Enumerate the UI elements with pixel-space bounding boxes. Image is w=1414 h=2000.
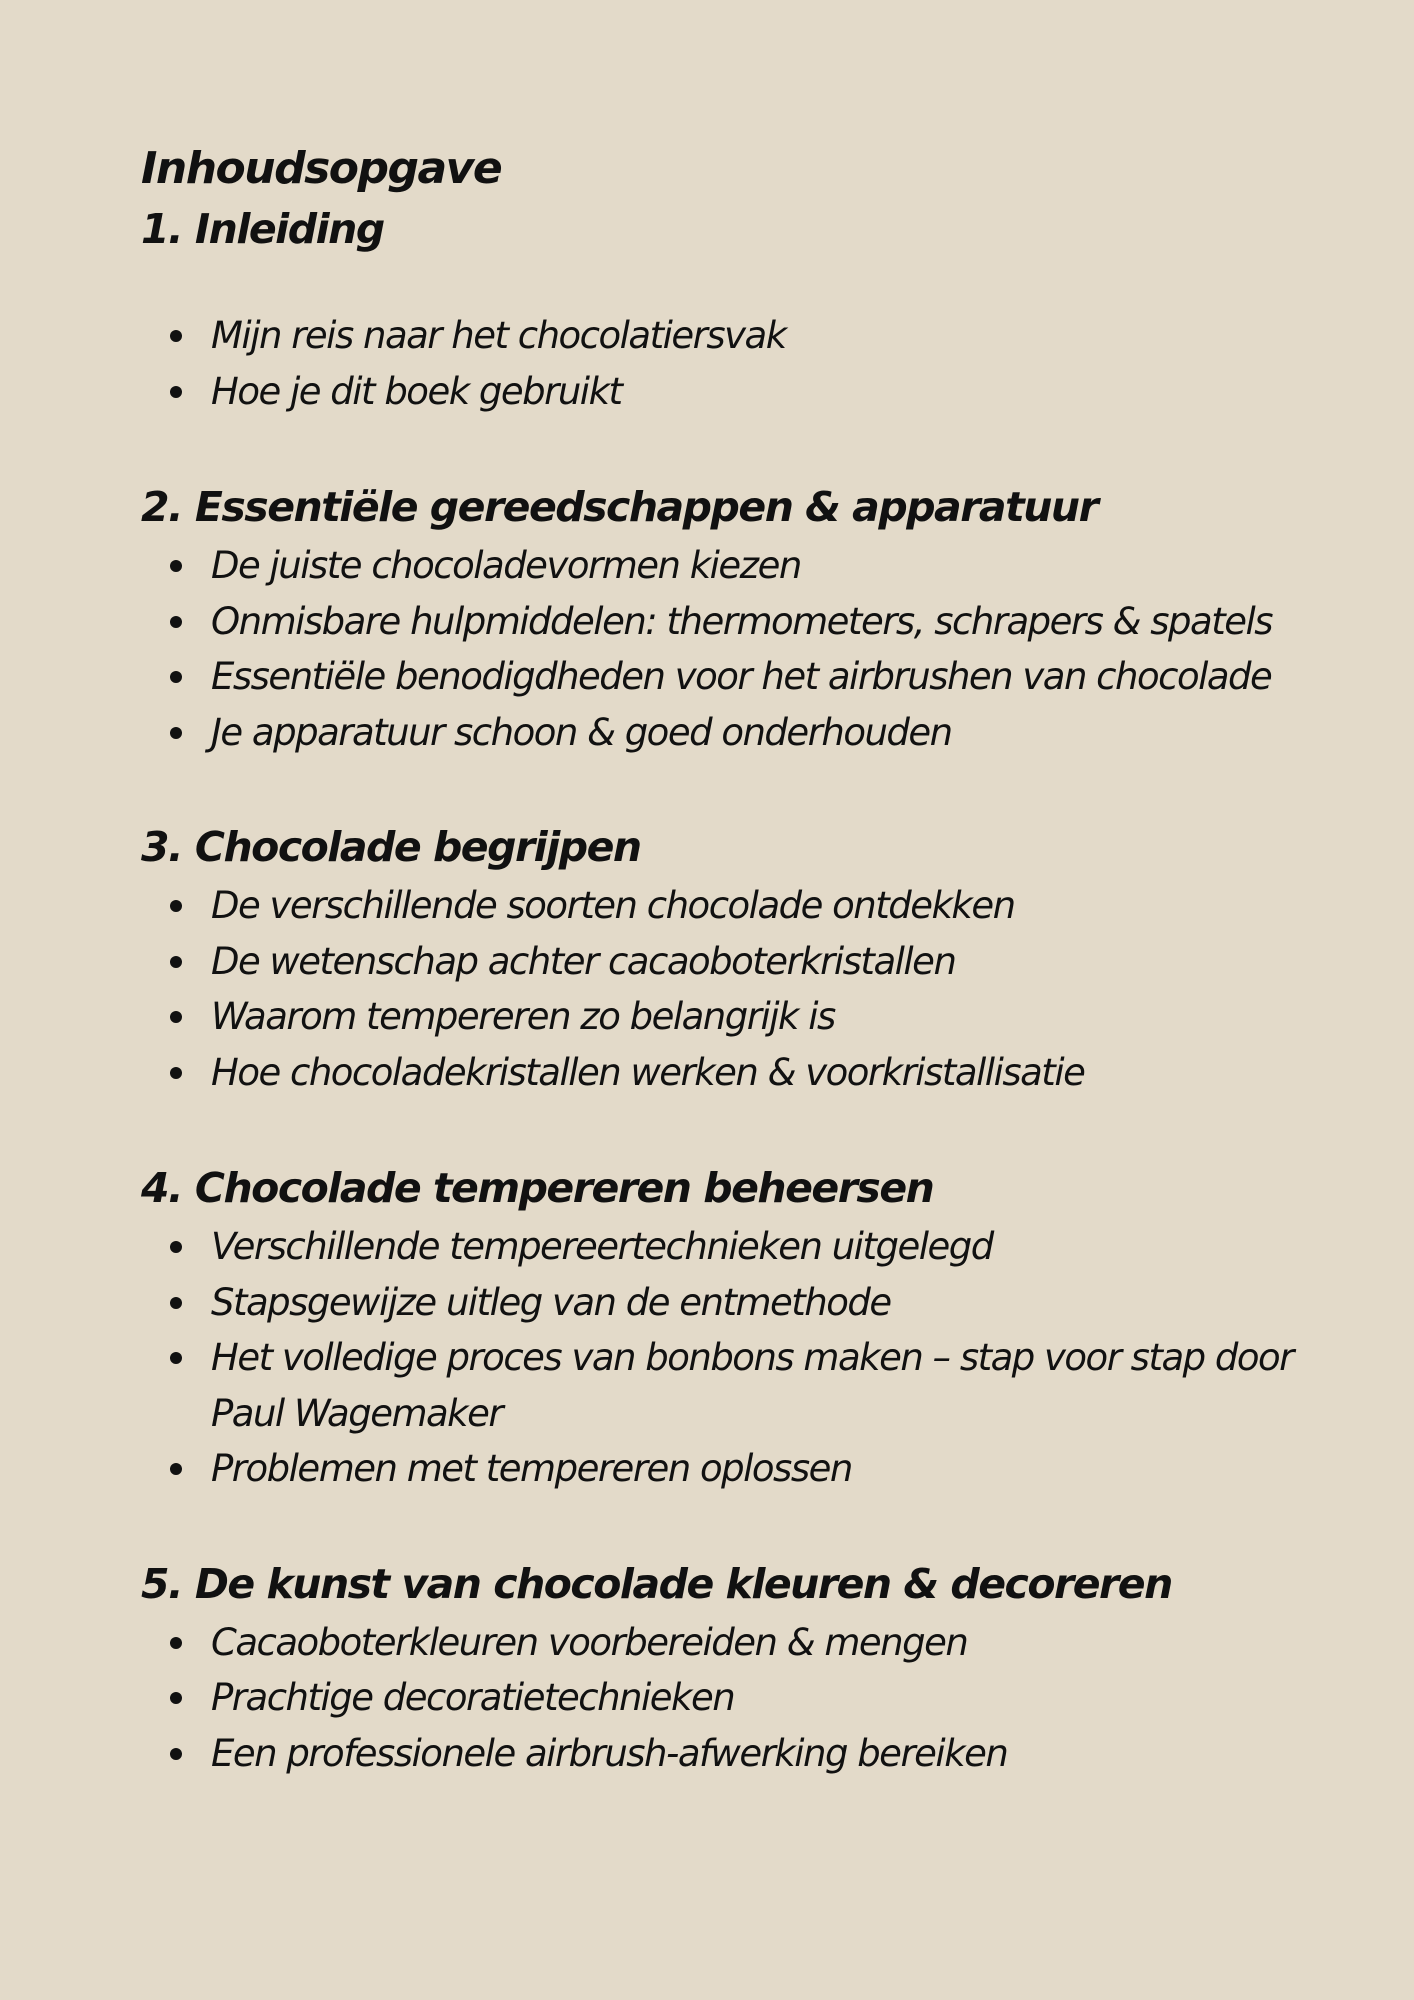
list-item-text: De wetenschap achter cacaoboterkristallen — [211, 939, 956, 983]
toc-section-5 — [141, 1553, 1314, 1782]
bullet-icon — [170, 727, 182, 739]
list-item-text: Waarom tempereren zo belangrijk is — [211, 995, 835, 1038]
list-item-text: Hoe je dit boek gebruikt — [211, 369, 622, 413]
section-title: 5. De kunst van chocolade kleuren & decoreren — [141, 1559, 1172, 1608]
section-title: 2. Essentiële gereedschappen & apparatuur — [141, 483, 1098, 531]
bullet-icon — [170, 956, 182, 968]
list-item-text: Cacaoboterkleuren voorbereiden & mengen — [211, 1620, 968, 1664]
list-item — [141, 1330, 1314, 1441]
list-item — [141, 1441, 1314, 1497]
list-item-text: Verschillende tempereertechnieken uitgelegd — [211, 1225, 993, 1268]
bullet-icon — [170, 616, 182, 628]
bullet-icon — [170, 900, 182, 912]
list-item-text: Stapsgewijze uitleg van de entmethode — [211, 1280, 891, 1324]
list-item-text: Je apparatuur schoon & goed onderhouden — [211, 710, 952, 754]
list-item-text: Mijn reis naar het chocolatiersvak — [211, 314, 786, 357]
toc-section-1 — [141, 198, 1314, 419]
list-item-text: Het volledige proces van bonbons maken – stap voor stap door Paul Wagemaker — [211, 1336, 1293, 1435]
bullet-icon — [170, 1463, 182, 1475]
bullet-icon — [170, 1637, 182, 1649]
list-item — [141, 594, 1314, 650]
list-item-text: Hoe chocoladekristallen werken & voorkristallisatie — [211, 1050, 1085, 1094]
list-item — [141, 705, 1314, 761]
list-item — [141, 364, 1314, 420]
list-item — [141, 1726, 1314, 1782]
list-item-text: Een professionele airbrush-afwerking bereiken — [211, 1731, 1008, 1775]
bullet-icon — [170, 1748, 182, 1760]
bullet-icon — [170, 386, 182, 398]
toc-section-3 — [141, 816, 1314, 1100]
list-item — [141, 1615, 1314, 1671]
bullet-icon — [170, 1297, 182, 1309]
list-item — [141, 878, 1314, 934]
list-item-text: Onmisbare hulpmiddelen: thermometers, schrapers & spatels — [211, 599, 1273, 643]
toc-section-4 — [141, 1157, 1314, 1497]
bullet-icon — [170, 1011, 182, 1023]
toc-title: Inhoudsopgave — [141, 143, 502, 194]
bullet-icon — [170, 1067, 182, 1079]
list-item — [141, 1045, 1314, 1101]
section-item-list — [141, 878, 1314, 1100]
list-item-text: De juiste chocoladevormen kiezen — [211, 544, 801, 587]
bullet-icon — [170, 1352, 182, 1364]
bullet-icon — [170, 560, 182, 572]
list-item — [141, 934, 1314, 990]
list-item-text: Essentiële benodigdheden voor het airbrushen van chocolade — [211, 655, 1272, 698]
section-item-list — [141, 1219, 1314, 1497]
list-item — [141, 1219, 1314, 1275]
list-item — [141, 308, 1314, 364]
list-item — [141, 649, 1314, 705]
list-item-text: De verschillende soorten chocolade ontdekken — [211, 884, 1015, 927]
toc-section-2 — [141, 476, 1314, 760]
list-item — [141, 1670, 1314, 1726]
list-item-text: Prachtige decoratietechnieken — [211, 1676, 735, 1719]
bullet-icon — [170, 671, 182, 683]
list-item — [141, 538, 1314, 594]
list-item — [141, 1275, 1314, 1331]
section-title: 1. Inleiding — [141, 205, 384, 253]
bullet-icon — [170, 1241, 182, 1253]
section-item-list — [141, 1615, 1314, 1782]
bullet-icon — [170, 330, 182, 342]
bullet-icon — [170, 1692, 182, 1704]
section-item-list — [141, 308, 1314, 419]
list-item — [141, 989, 1314, 1045]
section-title: 4. Chocolade tempereren beheersen — [141, 1164, 934, 1212]
list-item-text: Problemen met tempereren oplossen — [211, 1447, 852, 1490]
section-item-list — [141, 538, 1314, 760]
section-title: 3. Chocolade begrijpen — [141, 823, 641, 871]
